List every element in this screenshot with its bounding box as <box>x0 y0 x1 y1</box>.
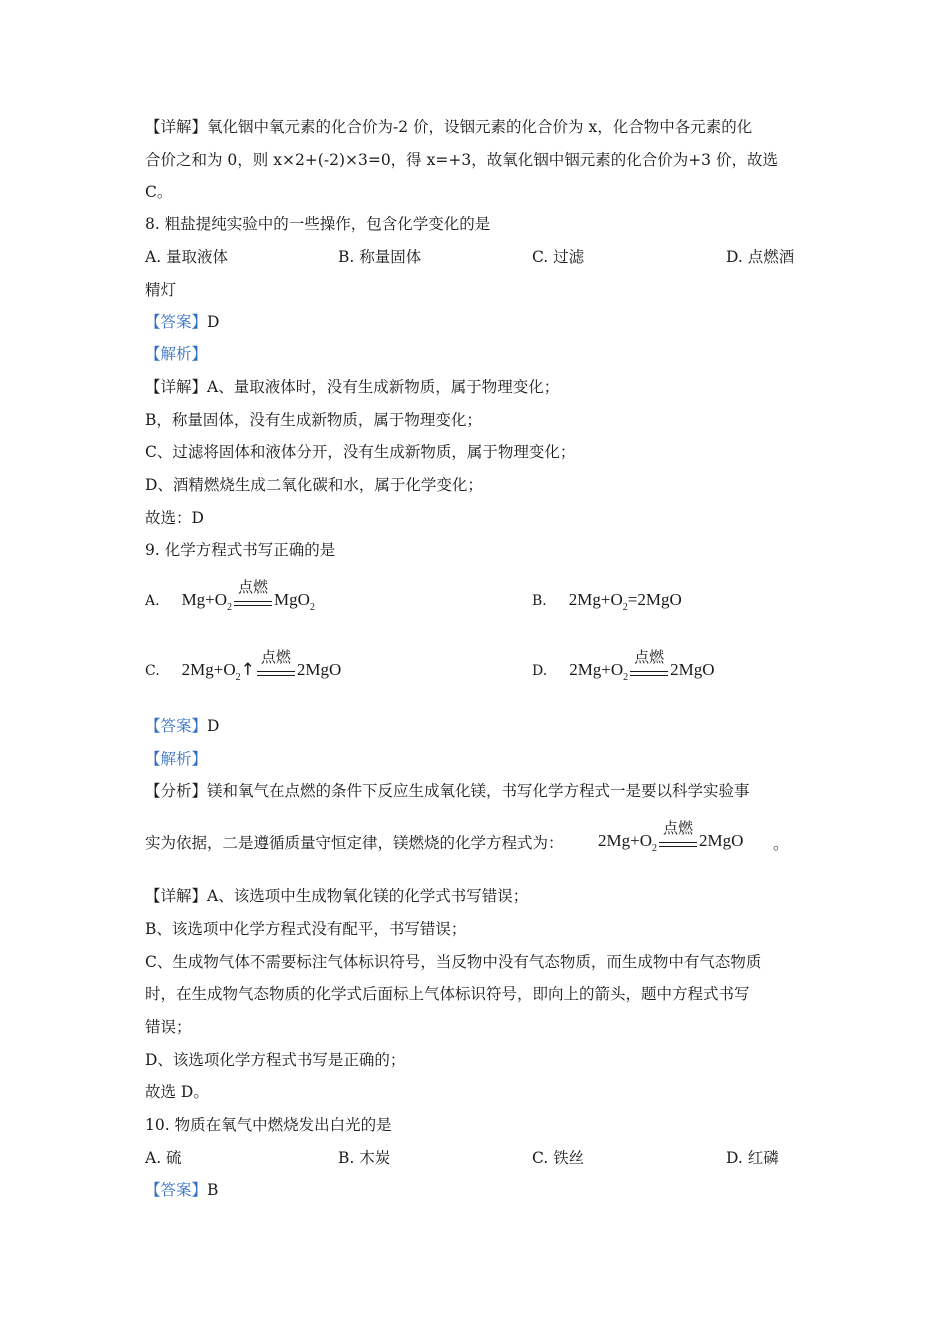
q9-detail-line-7: 故选 D。 <box>145 1083 209 1101</box>
q8-option-c: C. 过滤 <box>532 248 585 266</box>
double-line <box>234 601 272 606</box>
reaction-condition <box>659 819 697 853</box>
reaction-condition <box>257 648 295 682</box>
q10-option-d: D. 红磷 <box>726 1149 779 1167</box>
eq-lhs: 2Mg+O <box>181 660 236 679</box>
condition-text: 点燃 <box>634 648 665 667</box>
answer-tag: 【答案】 <box>145 1181 208 1199</box>
option-label: D. <box>532 663 548 679</box>
eq-rhs: =2MgO <box>627 590 682 609</box>
q9-option-d <box>532 648 715 683</box>
detail-tag: 【详解】 <box>145 118 208 136</box>
q8-detail-line-2: B，称量固体，没有生成新物质，属于物理变化； <box>145 411 482 429</box>
q8-option-a: A. 量取液体 <box>145 248 229 266</box>
q9-fenxi-equation <box>598 819 744 854</box>
q9-analysis-tag <box>145 748 207 770</box>
option-label: B. <box>532 593 547 609</box>
q10-option-c: C. 铁丝 <box>532 1149 585 1167</box>
q9-option-b <box>532 590 682 613</box>
q10-stem: 10. 物质在氧气中燃烧发出白光的是 <box>145 1116 392 1134</box>
q7-detail-line-2: 合价之和为 0，则 x×2+(-2)×3=0，得 x=+3，故氧化铟中铟元素的化合价为+3 价，故选 <box>145 151 778 169</box>
q10-option-b: B. 木炭 <box>338 1149 391 1167</box>
eq-subscript: 2 <box>227 602 233 613</box>
double-line <box>659 842 697 847</box>
q7-detail-text-1: 氧化铟中氧元素的化合价为-2 价，设铟元素的化合价为 x，化合物中各元素的化 <box>207 118 753 136</box>
q9-fenxi-text-2: 实为依据，二是遵循质量守恒定律，镁燃烧的化学方程式为： <box>145 834 564 852</box>
q8-detail-text-1: A、量取液体时，没有生成新物质，属于物理变化； <box>207 378 560 396</box>
answer-tag: 【答案】 <box>145 717 208 735</box>
q8-option-d-wrap: 精灯 <box>145 281 177 299</box>
answer-tag: 【答案】 <box>145 313 208 331</box>
q9-detail-line-6: D、该选项化学方程式书写是正确的； <box>145 1051 406 1069</box>
q9-option-a <box>145 578 315 613</box>
q8-analysis-tag <box>145 343 207 365</box>
q10-answer <box>145 1179 218 1201</box>
q9-answer <box>145 715 219 737</box>
eq-subscript: 2 <box>235 672 241 683</box>
option-label: C. <box>145 663 160 679</box>
eq-rhs: 2MgO <box>698 831 744 850</box>
q9-detail-line-2: B、该选项中化学方程式没有配平，书写错误； <box>145 920 467 938</box>
answer-value: D <box>207 717 220 735</box>
eq-lhs: Mg+O <box>181 590 228 609</box>
eq-subscript: 2 <box>309 602 315 613</box>
eq-lhs: 2Mg+O <box>569 660 624 679</box>
q9-fenxi-line-1 <box>145 780 750 802</box>
eq-rhs: 2MgO <box>296 660 342 679</box>
q7-detail-line-3: C。 <box>145 183 173 201</box>
q9-fenxi-end: 。 <box>773 835 789 853</box>
q9-fenxi-line-2 <box>145 832 564 854</box>
q9-option-c <box>145 648 342 683</box>
q9-detail-line-1 <box>145 885 528 907</box>
analysis-tag: 【解析】 <box>145 345 208 363</box>
reaction-condition <box>234 578 272 612</box>
option-label: A. <box>145 593 160 609</box>
answer-value: D <box>207 313 220 331</box>
eq-rhs: MgO <box>274 590 310 609</box>
q9-detail-line-5: 错误； <box>145 1018 192 1036</box>
detail-tag: 【详解】 <box>145 378 208 396</box>
eq-subscript: 2 <box>651 843 657 854</box>
q8-detail-line-3: C、过滤将固体和液体分开，没有生成新物质，属于物理变化； <box>145 443 576 461</box>
condition-text: 点燃 <box>238 578 269 597</box>
q8-option-b: B. 称量固体 <box>338 248 422 266</box>
eq-subscript: 2 <box>623 672 629 683</box>
q10-option-a: A. 硫 <box>145 1149 182 1167</box>
q8-detail-line-5: 故选：D <box>145 509 204 527</box>
q8-stem: 8. 粗盐提纯实验中的一些操作，包含化学变化的是 <box>145 215 491 233</box>
detail-tag: 【详解】 <box>145 887 208 905</box>
eq-rhs: 2MgO <box>670 660 715 679</box>
q8-answer <box>145 311 219 333</box>
q7-detail-line-1 <box>145 116 752 138</box>
eq-lhs: 2Mg+O <box>598 831 652 850</box>
double-line <box>257 671 295 676</box>
eq-subscript: 2 <box>622 602 628 613</box>
q8-detail-line-4: D、酒精燃烧生成二氧化碳和水，属于化学变化； <box>145 476 483 494</box>
up-arrow-icon: ↑ <box>240 660 255 680</box>
condition-text: 点燃 <box>662 819 693 838</box>
analysis-tag: 【解析】 <box>145 750 208 768</box>
eq-lhs: 2Mg+O <box>568 590 623 609</box>
condition-text: 点燃 <box>260 648 291 667</box>
fenxi-tag: 【分析】 <box>145 782 208 800</box>
q9-detail-line-4: 时，在生成物气态物质的化学式后面标上气体标识符号，即向上的箭头，题中方程式书写 <box>145 985 750 1003</box>
reaction-condition <box>630 648 668 682</box>
q9-detail-line-3: C、生成物气体不需要标注气体标识符号，当反物中没有气态物质，而生成物中有气态物质 <box>145 953 762 971</box>
q8-option-d: D. 点燃酒 <box>726 248 795 266</box>
answer-value: B <box>207 1181 219 1199</box>
q9-fenxi-text-1: 镁和氧气在点燃的条件下反应生成氧化镁，书写化学方程式一是要以科学实验事 <box>207 782 750 800</box>
q9-detail-text-1: A、该选项中生成物氧化镁的化学式书写错误； <box>207 887 529 905</box>
q9-stem: 9. 化学方程式书写正确的是 <box>145 541 336 559</box>
q8-detail-line-1 <box>145 376 559 398</box>
double-line <box>630 671 668 676</box>
